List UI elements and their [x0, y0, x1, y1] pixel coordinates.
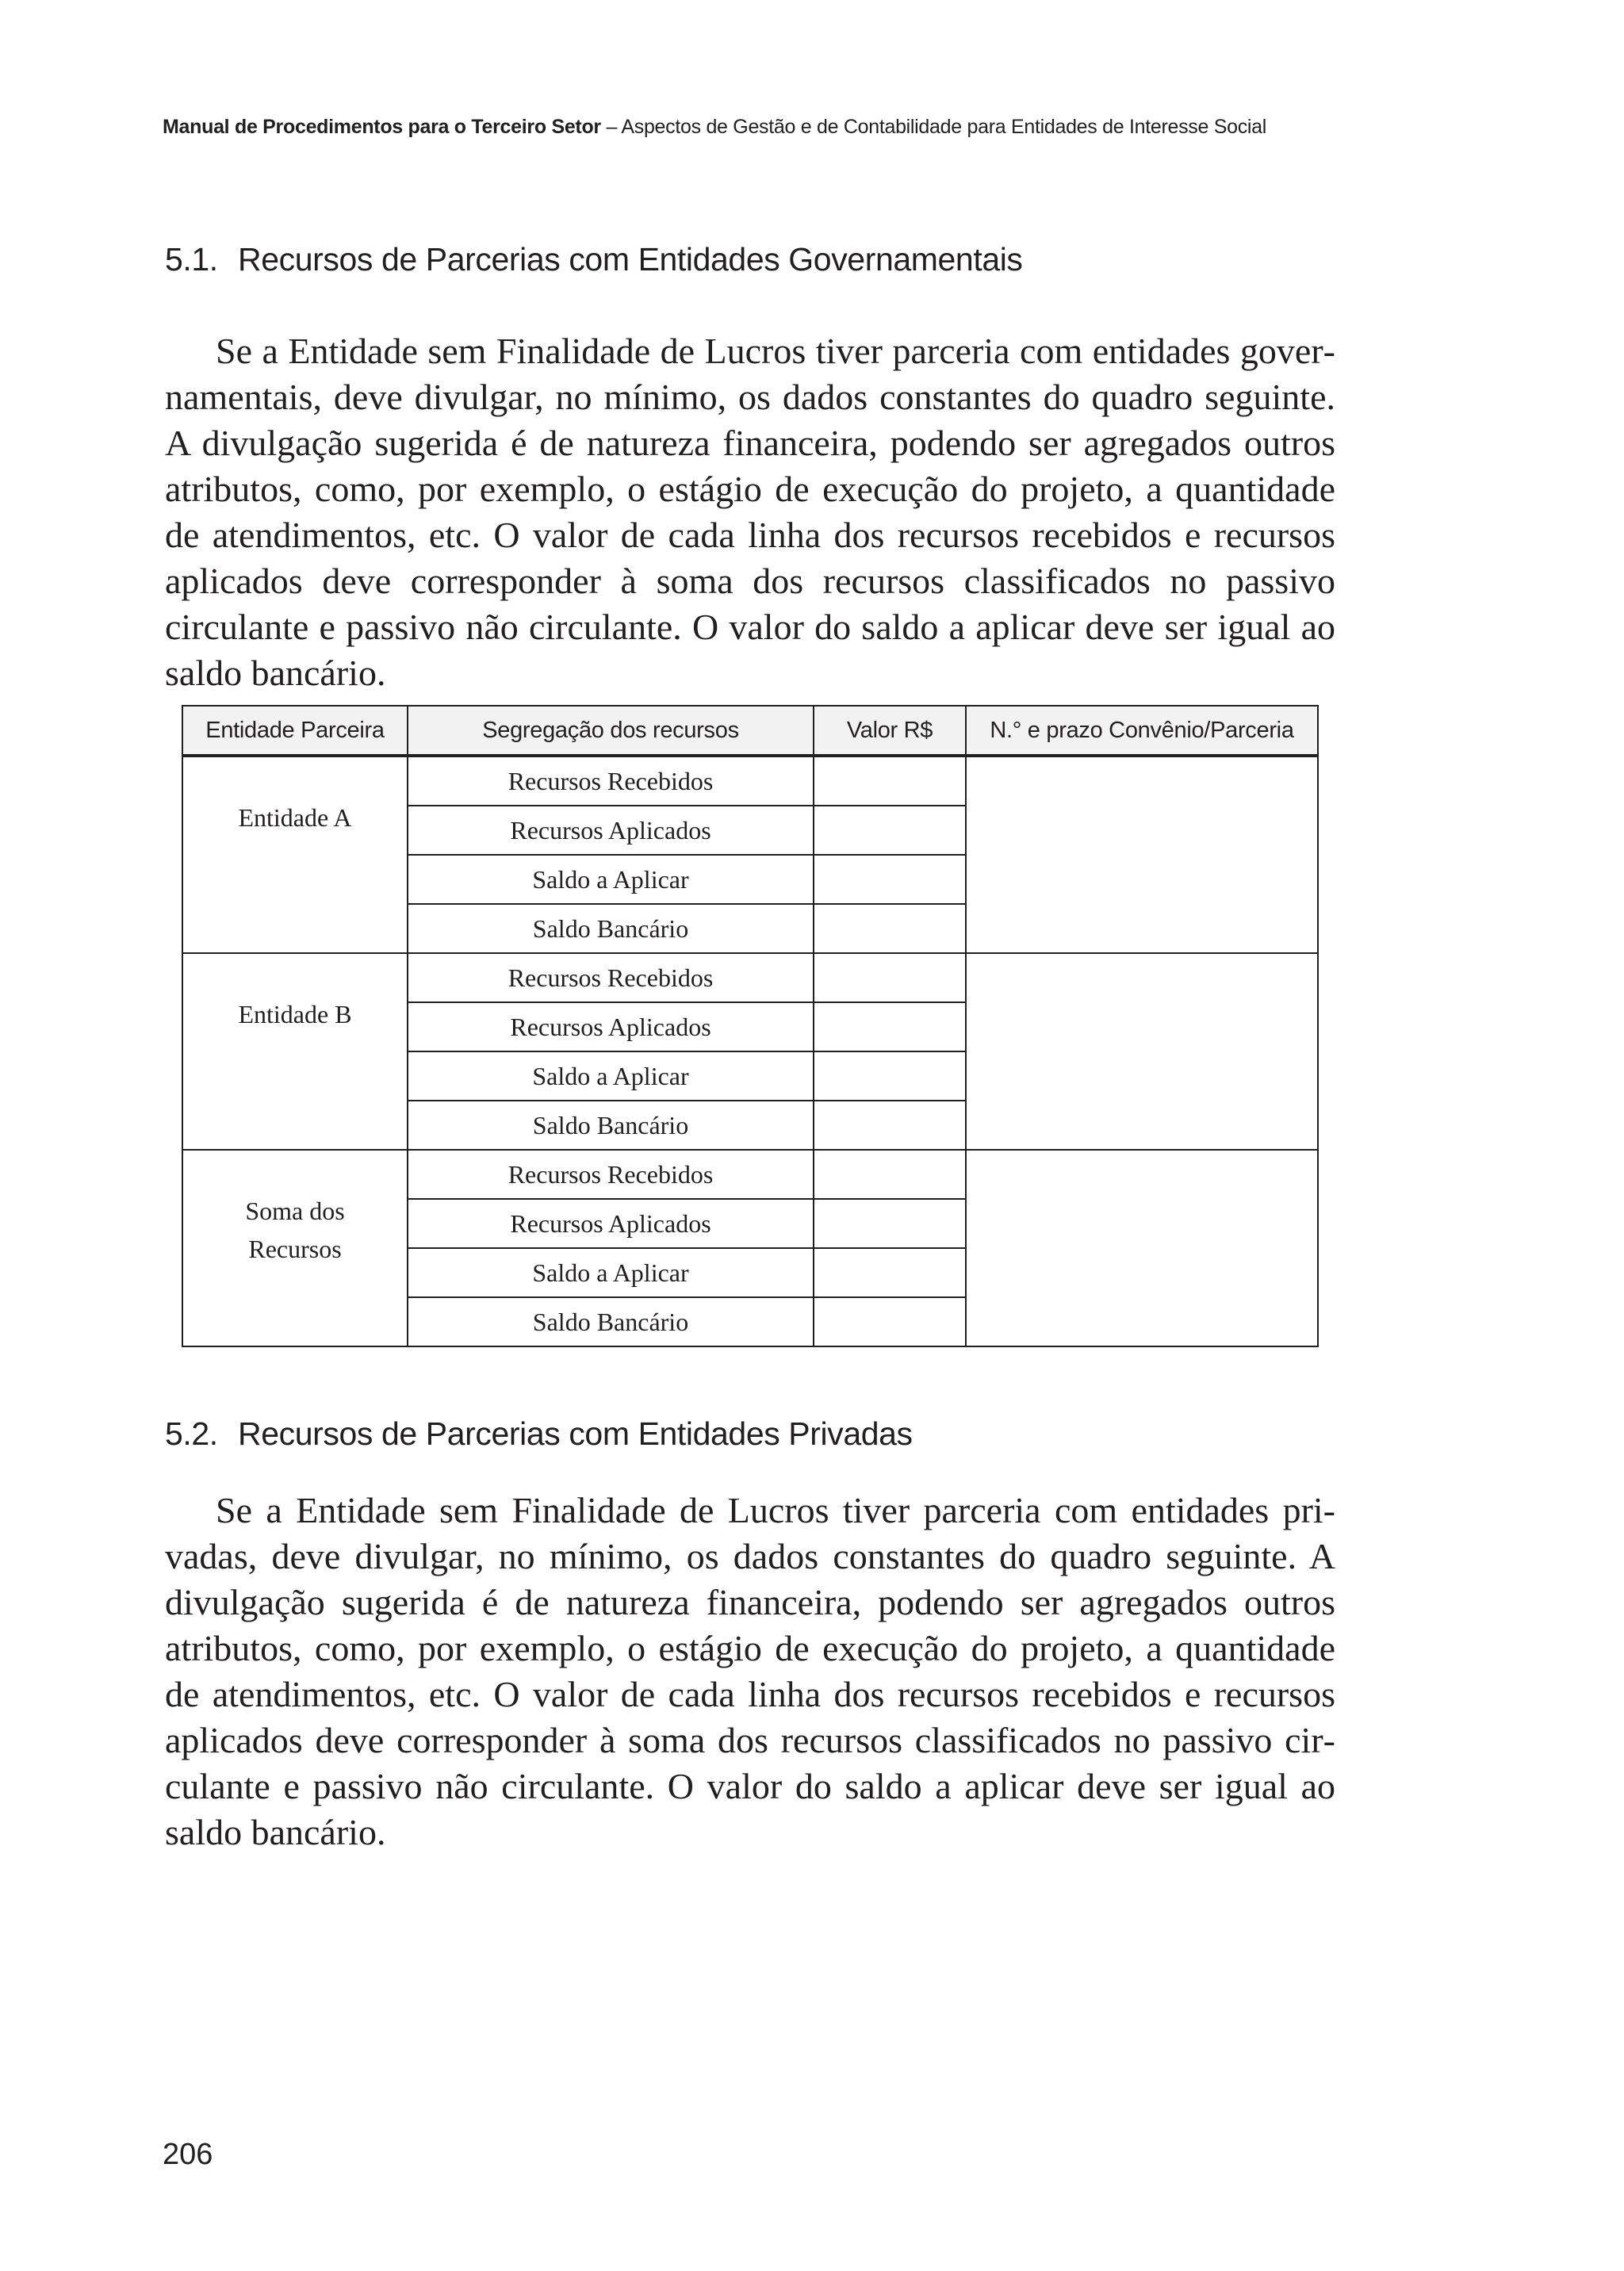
table-header-cell: Entidade Parceira	[182, 706, 408, 756]
value-cell	[814, 855, 966, 904]
segregation-cell: Saldo a Aplicar	[408, 1051, 814, 1101]
segregation-cell: Recursos Recebidos	[408, 953, 814, 1002]
table-header-row	[182, 706, 1318, 756]
segregation-cell: Recursos Aplicados	[408, 806, 814, 855]
value-cell	[814, 1248, 966, 1297]
section-number: 5.1.	[165, 241, 218, 278]
resources-table	[182, 705, 1319, 1347]
agreement-cell	[966, 1150, 1318, 1346]
section-heading-5-1	[165, 241, 1023, 278]
page-number: 206	[163, 2138, 213, 2171]
segregation-cell: Saldo Bancário	[408, 1297, 814, 1346]
section-paragraph: Se a Entidade sem Finalidade de Lucros tiver parceria com entidades governamentais, deve divulgar, no mínimo, os dados constantes do quadro seguinte. A divulgação sugerida é de natureza financeira, podendo ser agregados outros atributos, como, por exemplo, o estágio de execução do projeto, a quantidade de atendimentos, etc. O valor de cada linha dos recursos recebidos e recursos aplicados deve corresponder à soma dos recursos classificados no passivo circulante e passivo não circulante. O valor do saldo a aplicar deve ser igual ao saldo bancário.	[165, 331, 1335, 693]
entity-cell: Entidade A	[182, 756, 408, 953]
table-row	[182, 756, 1318, 806]
value-cell	[814, 953, 966, 1002]
segregation-cell: Recursos Aplicados	[408, 1199, 814, 1248]
entity-cell: Entidade B	[182, 953, 408, 1150]
value-cell	[814, 1002, 966, 1051]
value-cell	[814, 1051, 966, 1101]
value-cell	[814, 806, 966, 855]
value-cell	[814, 756, 966, 806]
section-title: Recursos de Parcerias com Entidades Privadas	[238, 1415, 913, 1452]
segregation-cell: Saldo Bancário	[408, 904, 814, 953]
entity-cell-sum	[182, 1150, 408, 1346]
agreement-cell	[966, 756, 1318, 953]
section-number: 5.2.	[165, 1415, 218, 1452]
segregation-cell: Recursos Aplicados	[408, 1002, 814, 1051]
table-header-cell: Valor R$	[814, 706, 966, 756]
table-header-cell: Segregação dos recursos	[408, 706, 814, 756]
segregation-cell: Saldo a Aplicar	[408, 1248, 814, 1297]
table-row	[182, 1150, 1318, 1199]
value-cell	[814, 1297, 966, 1346]
running-header-title: Manual de Procedimentos para o Terceiro Setor	[163, 116, 601, 138]
running-header-subtitle: – Aspectos de Gestão e de Contabilidade para Entidades de Interesse Social	[600, 116, 1267, 138]
value-cell	[814, 1199, 966, 1248]
section-title: Recursos de Parcerias com Entidades Governamentais	[238, 241, 1023, 278]
segregation-cell: Saldo Bancário	[408, 1101, 814, 1150]
value-cell	[814, 1101, 966, 1150]
segregation-cell: Recursos Recebidos	[408, 756, 814, 806]
agreement-cell	[966, 953, 1318, 1150]
entity-label-line: Soma dos	[245, 1197, 345, 1225]
section-paragraph: Se a Entidade sem Finalidade de Lucros tiver parceria com entidades privadas, deve divulgar, no mínimo, os dados constantes do quadro seguinte. A divulgação sugerida é de natureza financeira, podendo ser agregados outros atributos, como, por exemplo, o estágio de execução do projeto, a quantidade de atendimentos, etc. O valor de cada linha dos recursos recebidos e recursos aplicados deve corresponder à soma dos recursos classificados no passivo circulante e passivo não circulante. O valor do saldo a aplicar deve ser igual ao saldo bancário.	[165, 1490, 1335, 1852]
value-cell	[814, 904, 966, 953]
segregation-cell: Recursos Recebidos	[408, 1150, 814, 1199]
entity-label-line: Recursos	[248, 1235, 342, 1263]
section-heading-5-2	[165, 1415, 913, 1453]
segregation-cell: Saldo a Aplicar	[408, 855, 814, 904]
running-header	[163, 116, 1266, 139]
table-header-cell: N.° e prazo Convênio/Parceria	[966, 706, 1318, 756]
value-cell	[814, 1150, 966, 1199]
table-row	[182, 953, 1318, 1002]
